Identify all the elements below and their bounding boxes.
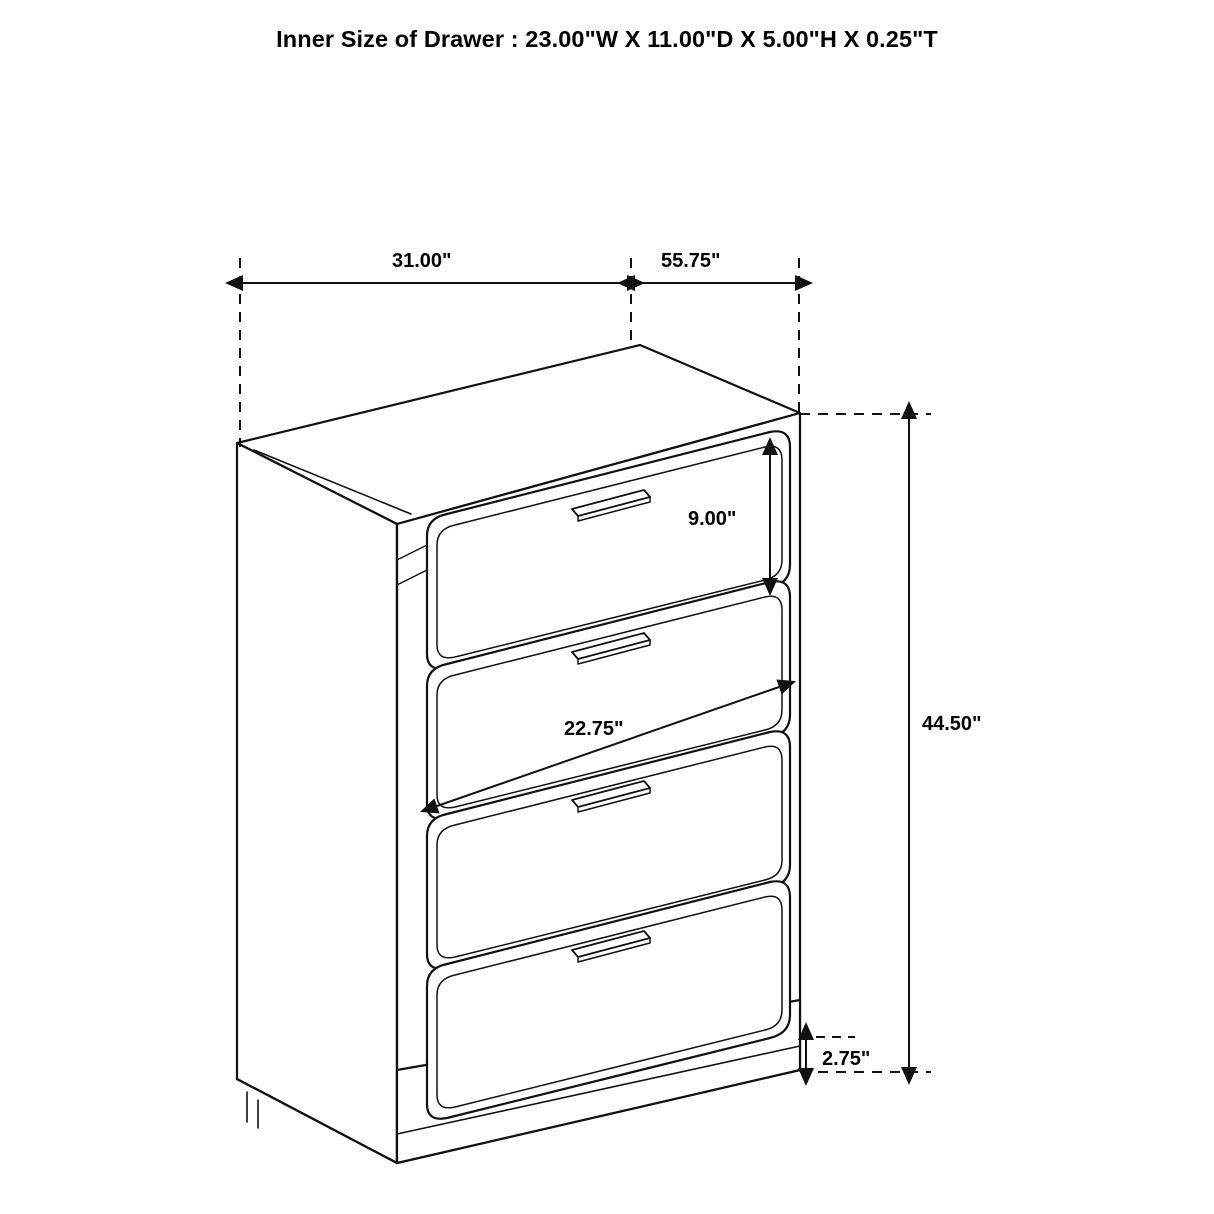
dim-label-base-height: 2.75" — [822, 1048, 871, 1070]
dim-label-width-left: 31.00" — [392, 250, 452, 272]
dim-label-drawer-width: 22.75" — [564, 718, 624, 740]
dim-label-width-right: 55.75" — [661, 250, 721, 272]
dim-label-drawer-height: 9.00" — [688, 508, 737, 530]
page-title: Inner Size of Drawer : 23.00"W X 11.00"D X 5.00"H X 0.25"T — [276, 26, 938, 52]
cabinet-left-side — [237, 443, 397, 1163]
dim-label-overall-height: 44.50" — [922, 713, 982, 735]
